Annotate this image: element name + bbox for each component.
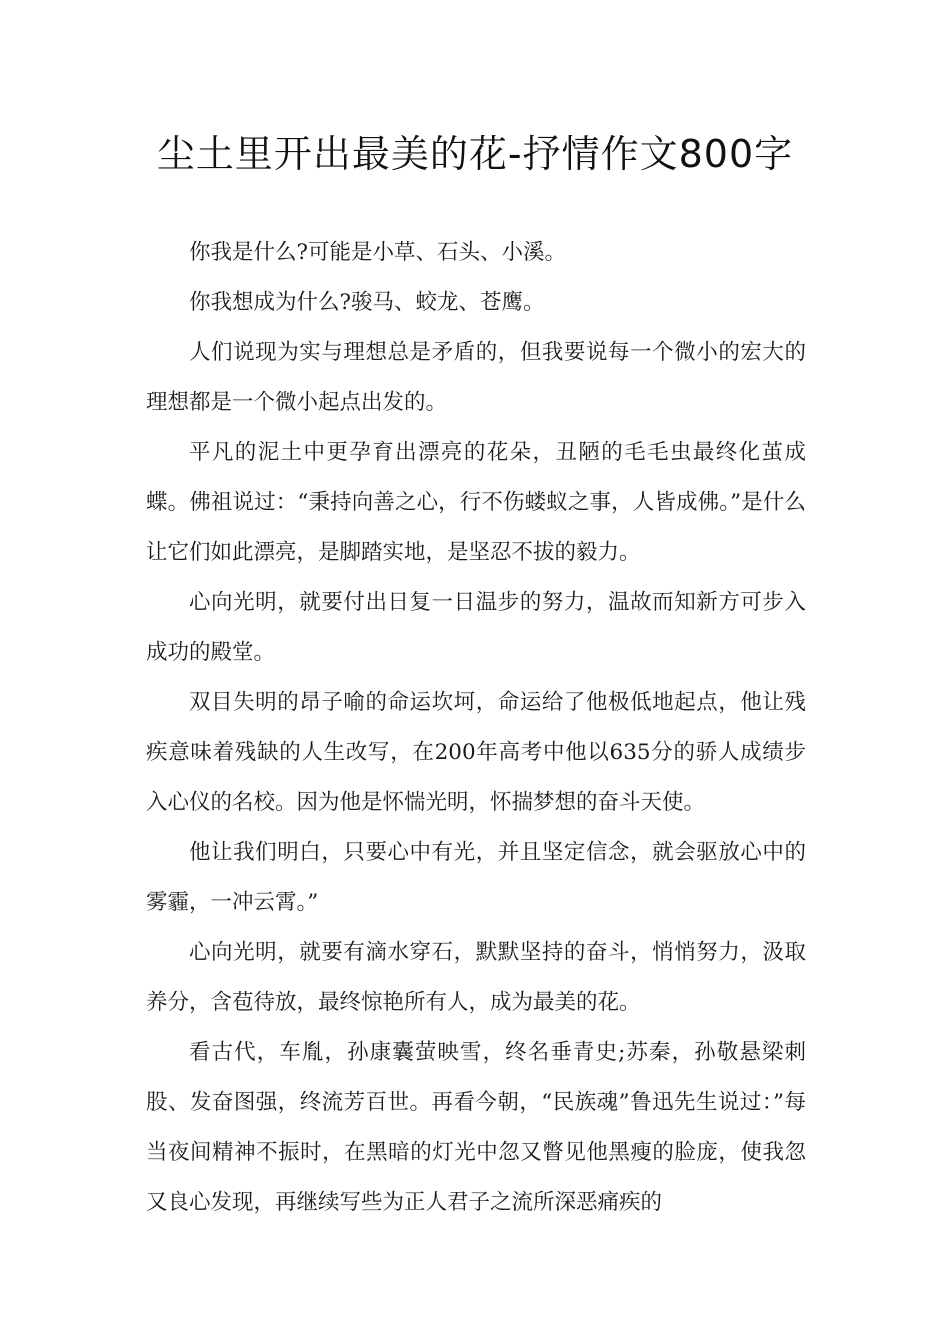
paragraph: 双目失明的昂子喻的命运坎坷，命运给了他极低地起点，他让残疾意味着残缺的人生改写，在200年高考中他以635分的骄人成绩步入心仪的名校。因为他是怀惴光明，怀揣梦想的奋斗天使。 (146, 690, 806, 815)
document-title: 尘土里开出最美的花-抒情作文800字 (156, 132, 794, 176)
paragraph: 你我是什么?可能是小草、石头、小溪。 (189, 240, 567, 265)
paragraph: 心向光明，就要有滴水穿石，默默坚持的奋斗，悄悄努力，汲取养分，含苞待放，最终惊艳所有人，成为最美的花。 (146, 940, 806, 1015)
paragraph: 心向光明，就要付出日复一日温步的努力，温故而知新方可步入成功的殿堂。 (146, 590, 806, 665)
paragraph: 平凡的泥土中更孕育出漂亮的花朵，丑陋的毛毛虫最终化茧成蝶。佛祖说过：“秉持向善之心，行不伤蝼蚁之事，人皆成佛。”是什么让它们如此漂亮，是脚踏实地，是坚忍不拔的毅力。 (146, 440, 806, 565)
paragraph: 他让我们明白，只要心中有光，并且坚定信念，就会驱放心中的雾霾，一冲云霄。” (146, 840, 806, 915)
paragraph: 你我想成为什么?骏马、蛟龙、苍鹰。 (189, 290, 545, 315)
document-body (146, 228, 806, 1228)
paragraph: 看古代，车胤，孙康囊萤映雪，终名垂青史;苏秦，孙敬悬梁刺股、发奋图强，终流芳百世。再看今朝，“民族魂”鲁迅先生说过：”每当夜间精神不振时，在黑暗的灯光中忽又瞥见他黑瘦的脸庞，使我忽又良心发现，再继续写些为正人君子之流所深恶痛疾的 (146, 1040, 806, 1215)
paragraph: 人们说现为实与理想总是矛盾的，但我要说每一个微小的宏大的理想都是一个微小起点出发的。 (146, 340, 806, 415)
